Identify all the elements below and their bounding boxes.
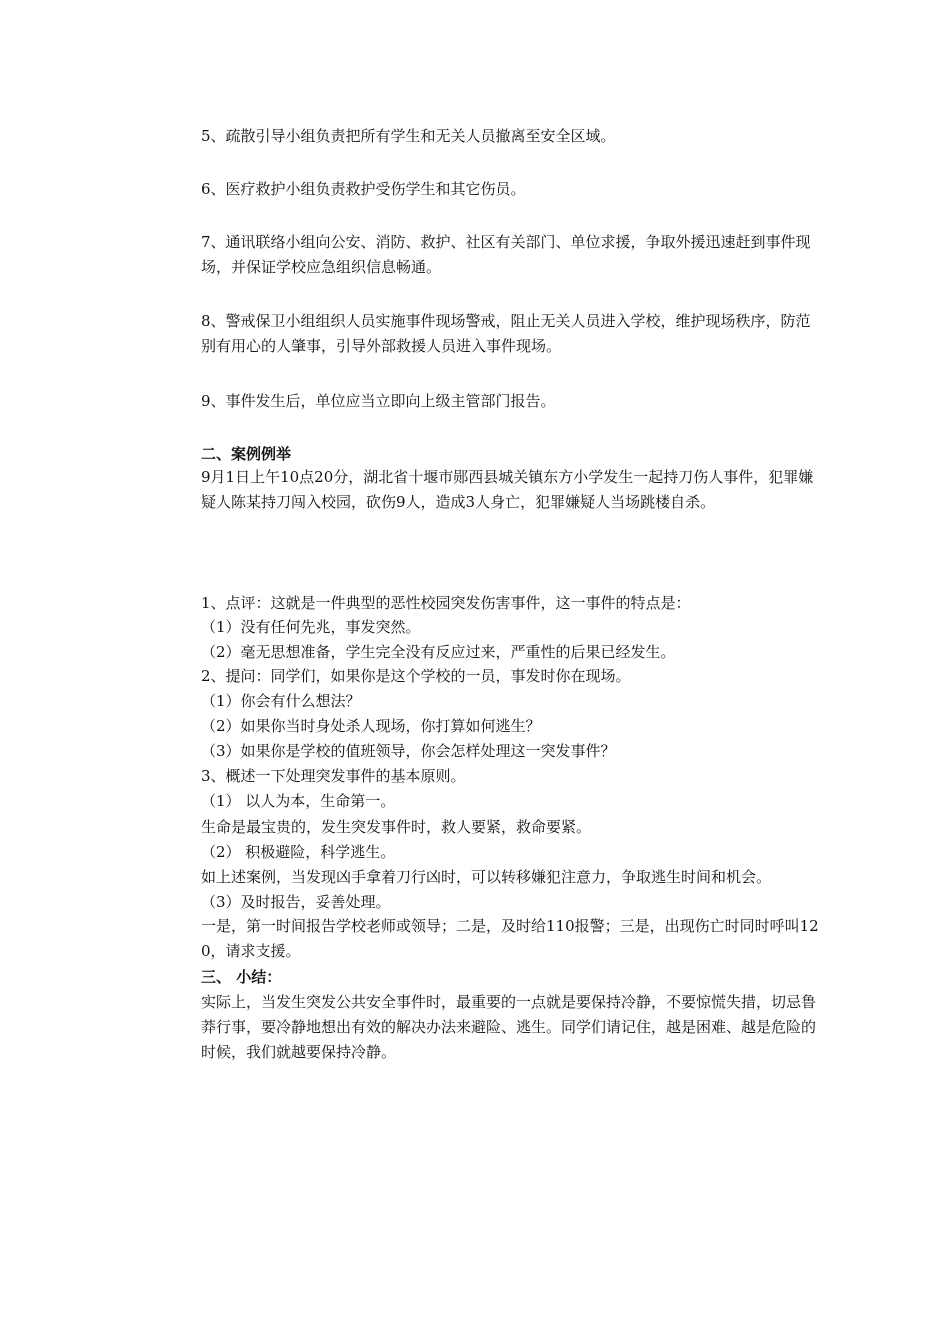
- list-item-5: 5、疏散引导小组负责把所有学生和无关人员撤离至安全区域。: [201, 127, 616, 145]
- analysis-line: （3）如果你是学校的值班领导，你会怎样处理这一突发事件？: [201, 742, 616, 760]
- section-heading-summary: 三、 小结：: [201, 968, 282, 986]
- analysis-line: （2）毫无思想准备，学生完全没有反应过来，严重性的后果已经发生。: [201, 643, 676, 661]
- case-description: 9月1日上午10点20分，湖北省十堰市郧西县城关镇东方小学发生一起持刀伤人事件，犯罪嫌疑人陈某持刀闯入校园，砍伤9人，造成3人身亡，犯罪嫌疑人当场跳楼自杀。: [201, 468, 814, 511]
- analysis-line: （2） 积极避险，科学逃生。: [201, 843, 396, 861]
- analysis-line: 一是，第一时间报告学校老师或领导；二是，及时给110报警；三是，出现伤亡时同时呼叫120，请求支援。: [201, 917, 819, 960]
- list-item-8: 8、警戒保卫小组组织人员实施事件现场警戒，阻止无关人员进入学校，维护现场秩序，防范别有用心的人肇事，引导外部救援人员进入事件现场。: [201, 312, 811, 355]
- section-heading-case: 二、案例例举: [201, 445, 292, 463]
- analysis-line: （2）如果你当时身处杀人现场，你打算如何逃生？: [201, 717, 541, 735]
- list-item-7: 7、通讯联络小组向公安、消防、救护、社区有关部门、单位求援，争取外援迅速赶到事件现场，并保证学校应急组织信息畅通。: [201, 233, 811, 276]
- summary-text: 实际上，当发生突发公共安全事件时，最重要的一点就是要保持冷静，不要惊慌失措，切忌鲁莽行事，要冷静地想出有效的解决办法来避险、逃生。同学们请记住，越是困难、越是危险的时候，我们就越要保持冷静。: [201, 993, 817, 1061]
- analysis-line: 2、提问：同学们，如果你是这个学校的一员，事发时你在现场。: [201, 667, 631, 685]
- analysis-line: 3、概述一下处理突发事件的基本原则。: [201, 767, 466, 785]
- analysis-line: （1） 以人为本，生命第一。: [201, 792, 396, 810]
- analysis-line: （3）及时报告，妥善处理。: [201, 893, 391, 911]
- analysis-line: （1）没有任何先兆，事发突然。: [201, 618, 421, 636]
- list-item-9: 9、事件发生后，单位应当立即向上级主管部门报告。: [201, 392, 556, 410]
- analysis-line: 生命是最宝贵的，发生突发事件时，救人要紧，救命要紧。: [201, 818, 592, 836]
- analysis-line: （1）你会有什么想法？: [201, 692, 361, 710]
- analysis-line: 如上述案例，当发现凶手拿着刀行凶时，可以转移嫌犯注意力，争取逃生时间和机会。: [201, 868, 772, 886]
- analysis-line: 1、点评：这就是一件典型的恶性校园突发伤害事件，这一事件的特点是：: [201, 594, 691, 612]
- list-item-6: 6、医疗救护小组负责救护受伤学生和其它伤员。: [201, 180, 526, 198]
